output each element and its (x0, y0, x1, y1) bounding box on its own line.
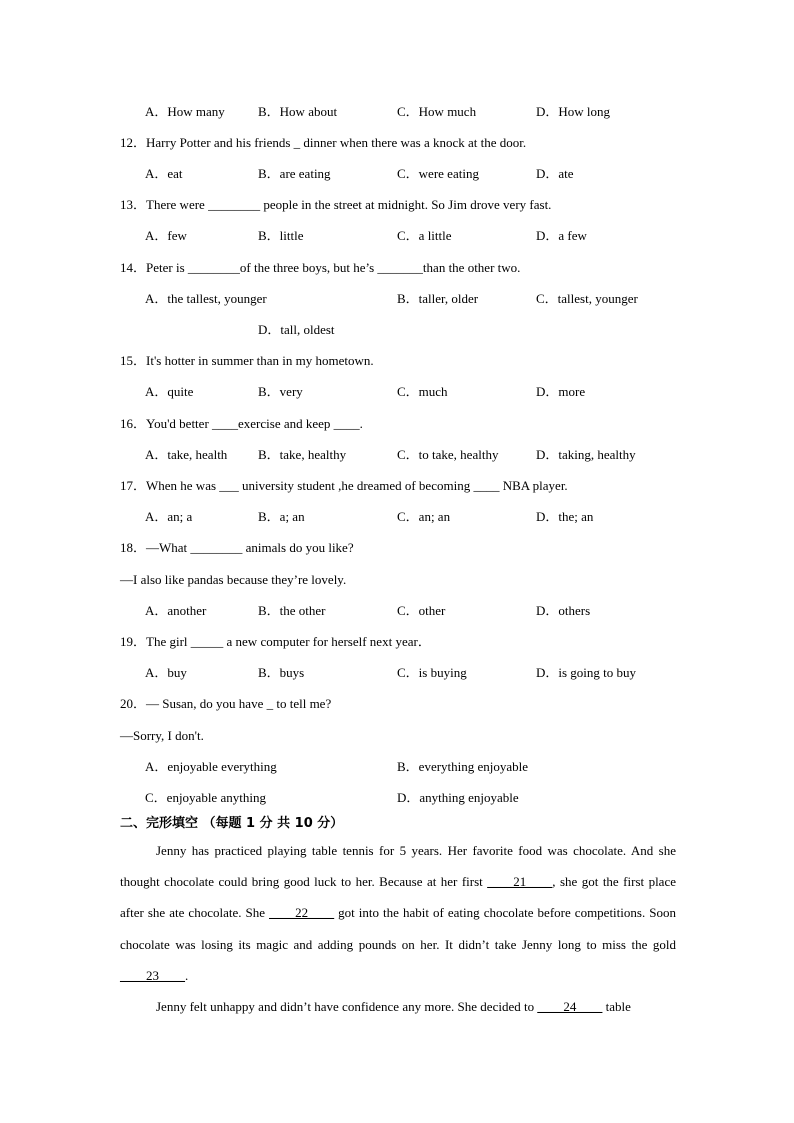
q14-option-c: C．tallest, younger (536, 291, 638, 306)
q20-option-d: D．anything enjoyable (397, 790, 519, 805)
blank-23: ____23____ (120, 967, 185, 983)
passage-text: . (185, 967, 189, 983)
q15-option-d: D．more (536, 384, 586, 399)
q15-option-b: B．very (258, 384, 303, 399)
blank-21: ____21____ (487, 874, 553, 890)
q17-stem: 17．When he was ___ university student ,he dreamed of becoming ____ NBA player. (120, 478, 568, 493)
q18-option-b: B．the other (258, 603, 326, 618)
q15-option-c: C．much (397, 384, 448, 399)
passage-text: table (602, 999, 631, 1014)
q14-option-d: D．tall, oldest (258, 322, 335, 337)
passage-paragraph-1 (120, 835, 676, 991)
q16-option-a: A．take, health (145, 447, 228, 462)
q15-stem: 15．It's hotter in summer than in my hometown. (120, 353, 374, 368)
q18-stem-reply: —I also like pandas because they’re lovely. (120, 572, 347, 587)
q17-option-c: C．an; an (397, 509, 451, 524)
q16-stem: 16．You'd better ____exercise and keep ____. (120, 416, 363, 431)
blank-22: ____22____ (269, 905, 335, 921)
q12-stem: 12．Harry Potter and his friends _ dinner when there was a knock at the door. (120, 135, 527, 150)
section-title-cloze: 二、完形填空 （每题 1 分 共 10 分） (120, 816, 344, 831)
q13-option-d: D．a few (536, 228, 587, 243)
q19-option-c: C．is buying (397, 665, 467, 680)
q20-stem-reply: —Sorry, I don't. (120, 728, 204, 743)
q12-option-a: A．eat (145, 166, 183, 181)
passage-text: , she got the first place after she ate chocolate. She (120, 874, 676, 921)
q15-option-a: A．quite (145, 384, 194, 399)
q18-stem: 18．—What ________ animals do you like? (120, 540, 354, 555)
q20-option-c: C．enjoyable anything (145, 790, 266, 805)
q12-option-c: C．were eating (397, 166, 479, 181)
q17-option-b: B．a; an (258, 509, 305, 524)
q16-option-b: B．take, healthy (258, 447, 347, 462)
q13-option-a: A．few (145, 228, 187, 243)
q16-option-d: D．taking, healthy (536, 447, 636, 462)
q20-option-a: A．enjoyable everything (145, 759, 277, 774)
q19-stem: 19．The girl _____ a new computer for herself next year． (120, 634, 431, 649)
q18-option-d: D．others (536, 603, 591, 618)
q19-option-d: D．is going to buy (536, 665, 637, 680)
q18-option-c: C．other (397, 603, 446, 618)
q12-option-b: B．are eating (258, 166, 331, 181)
q20-stem: 20．— Susan, do you have _ to tell me? (120, 696, 332, 711)
q18-option-a: A．another (145, 603, 207, 618)
q13-stem: 13．There were ________ people in the street at midnight. So Jim drove very fast. (120, 197, 552, 212)
q13-option-b: B．little (258, 228, 304, 243)
q19-option-a: A．buy (145, 665, 187, 680)
q11-option-d: D．How long (536, 104, 611, 119)
passage-text: Jenny has practiced playing table tennis for 5 years. Her favorite food was chocolate. And she thought chocolate could bring good luck to her. Because at her first (120, 843, 676, 890)
q11-option-a: A．How many (145, 104, 225, 119)
q13-option-c: C．a little (397, 228, 452, 243)
q14-stem: 14．Peter is ________of the three boys, but he’s _______than the other two. (120, 260, 521, 275)
q11-option-c: C．How much (397, 104, 477, 119)
q20-option-b: B．everything enjoyable (397, 759, 529, 774)
passage-paragraph-2 (120, 991, 676, 1022)
q17-option-a: A．an; a (145, 509, 193, 524)
q14-option-b: B．taller, older (397, 291, 479, 306)
q17-option-d: D．the; an (536, 509, 594, 524)
q16-option-c: C．to take, healthy (397, 447, 499, 462)
q12-option-d: D．ate (536, 166, 574, 181)
blank-24: ____24____ (537, 999, 603, 1014)
q14-option-a: A．the tallest, younger (145, 291, 267, 306)
passage-text: got into the habit of eating chocolate before competitions. Soon chocolate was losing its magic and adding pounds on her. It didn’t take Jenny long to miss the gold (120, 905, 676, 952)
q19-option-b: B．buys (258, 665, 305, 680)
q11-option-b: B．How about (258, 104, 338, 119)
passage-text: Jenny felt unhappy and didn’t have confidence any more. She decided to (156, 999, 538, 1014)
